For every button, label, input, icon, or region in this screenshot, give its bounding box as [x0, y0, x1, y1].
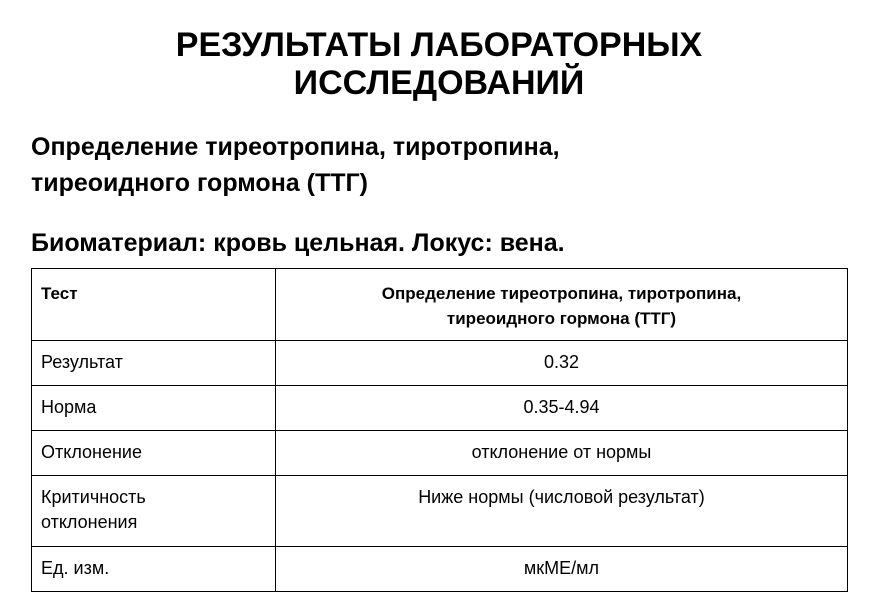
row-value-norm: 0.35-4.94	[276, 386, 848, 431]
row-value-unit: мкМЕ/мл	[276, 547, 848, 592]
row-label-criticality-line1: Критичность	[41, 487, 146, 507]
row-label-criticality-line2: отклонения	[41, 512, 138, 532]
biomaterial-heading: Биоматериал: кровь цельная. Локус: вена.	[31, 229, 565, 257]
row-label-criticality	[32, 476, 276, 547]
row-label-result: Результат	[32, 341, 276, 386]
table-row	[32, 476, 848, 547]
page-title-line1: РЕЗУЛЬТАТЫ ЛАБОРАТОРНЫХ	[175, 26, 703, 64]
test-name-line2: тиреоидного гормона (ТТГ)	[31, 169, 369, 197]
header-value-line1: Определение тиреотропина, тиротропина,	[381, 284, 742, 303]
table-row	[32, 386, 848, 431]
row-label-norm: Норма	[32, 386, 276, 431]
table-row	[32, 547, 848, 592]
table-row	[32, 341, 848, 386]
table-header-row	[32, 269, 848, 341]
row-label-unit: Ед. изм.	[32, 547, 276, 592]
row-label-deviation: Отклонение	[32, 431, 276, 476]
header-value-line2: тиреоидного гормона (ТТГ)	[446, 309, 677, 328]
page-title	[0, 26, 878, 102]
results-table	[31, 268, 848, 592]
table-row	[32, 431, 848, 476]
row-value-deviation: отклонение от нормы	[276, 431, 848, 476]
test-name-heading	[31, 129, 851, 201]
header-value-cell	[276, 269, 848, 341]
test-name-line1: Определение тиреотропина, тиротропина,	[31, 133, 560, 161]
header-label-cell: Тест	[32, 269, 276, 341]
page-title-line2: ИССЛЕДОВАНИЙ	[293, 64, 585, 102]
row-value-criticality: Ниже нормы (числовой результат)	[276, 476, 848, 547]
row-value-result: 0.32	[276, 341, 848, 386]
